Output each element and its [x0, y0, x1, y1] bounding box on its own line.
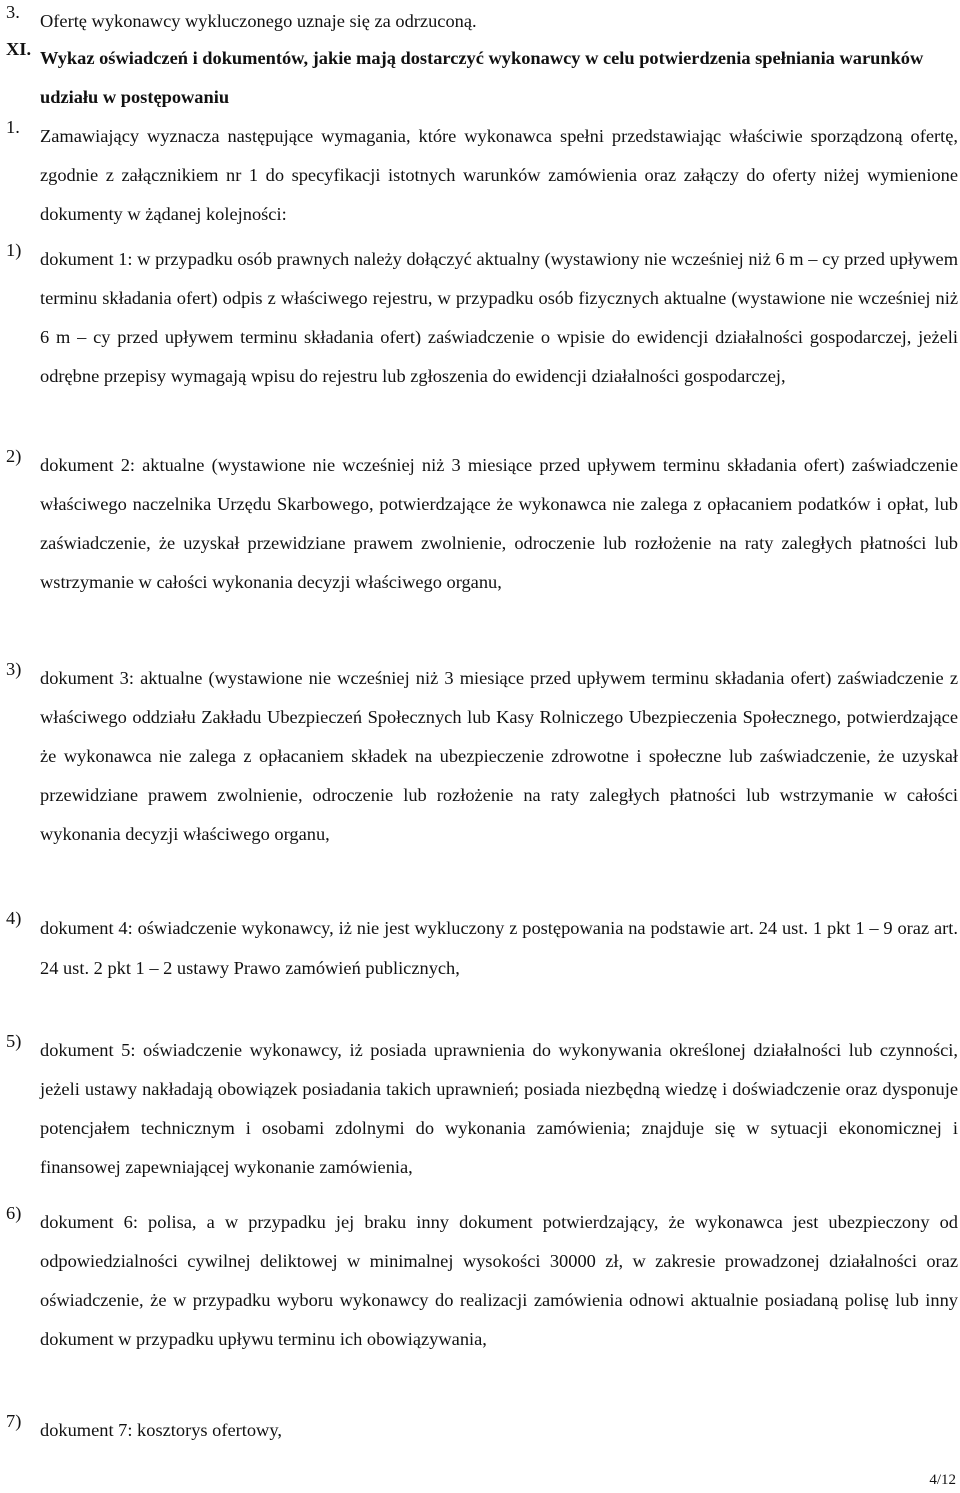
item-number: 7) — [6, 1411, 22, 1431]
item-number: 4) — [6, 908, 22, 928]
item-number: 3) — [6, 659, 22, 679]
document-item-7 — [6, 1411, 958, 1450]
item-text: dokument 2: aktualne (wystawione nie wcześniej niż 3 miesiące przed upływem terminu składania ofert) zaświadczenie właściwego naczelnika Urzędu Skarbowego, potwierdzające że wykonawca nie zalega z opłacaniem podatków i opłat, lub zaświadczenie, że uzyskał przewidziane prawem zwolnienie, odroczenie lub rozłożenie na raty zaległych płatności lub wstrzymanie w całości wykonania decyzji właściwego organu, — [40, 455, 958, 592]
item-text: dokument 4: oświadczenie wykonawcy, iż nie jest wykluczony z postępowania na podstawie art. 24 ust. 1 pkt 1 – 9 oraz art. 24 ust. 2 pkt 1 – 2 ustawy Prawo zamówień publicznych, — [40, 918, 958, 978]
document-item-6 — [6, 1203, 958, 1359]
item-text: dokument 3: aktualne (wystawione nie wcześniej niż 3 miesiące przed upływem terminu składania ofert) zaświadczenie z właściwego oddziału Zakładu Ubezpieczeń Społecznych lub Kasy Rolniczego Ubezpieczenia Społecznego, potwierdzające że wykonawca nie zalega z opłacaniem składek na ubezpieczenie zdrowotne i społeczne lub zaświadczenie, że uzyskał przewidziane prawem zwolnienie, odroczenie lub rozłożenie na raty zaległych płatności lub wstrzymanie w całości wykonania decyzji właściwego organu, — [40, 668, 958, 844]
section-title: Wykaz oświadczeń i dokumentów, jakie mają dostarczyć wykonawcy w celu potwierdzenia spełniania warunków udziału w postępowaniu — [40, 48, 924, 107]
list-item-3 — [6, 2, 958, 41]
item-number: 2) — [6, 446, 22, 466]
item-number: 6) — [6, 1203, 22, 1223]
intro-paragraph — [6, 117, 958, 234]
item-number: 1) — [6, 240, 22, 260]
item-number: 3. — [6, 2, 20, 22]
section-number: XI. — [6, 39, 32, 59]
document-item-4 — [6, 908, 958, 988]
item-text: dokument 5: oświadczenie wykonawcy, iż posiada uprawnienia do wykonywania określonej działalności lub czynności, jeżeli ustawy nakładają obowiązek posiadania takich uprawnień; posiada niezbędną wiedzę i doświadczenie oraz dysponuje potencjałem technicznym i osobami zdolnymi do wykonania zamówienia; znajduje się w sytuacji ekonomicznej i finansowej zapewniającej wykonanie zamówienia, — [40, 1040, 958, 1177]
document-item-2 — [6, 446, 958, 602]
item-text: dokument 1: w przypadku osób prawnych należy dołączyć aktualny (wystawiony nie wcześniej niż 6 m – cy przed upływem terminu składania ofert) odpis z właściwego rejestru, w przypadku osób fizycznych aktualne (wystawione nie wcześniej niż 6 m – cy przed upływem terminu składania ofert) zaświadczenie o wpisie do ewidencji działalności gospodarczej, jeżeli odrębne przepisy wymagają wpisu do rejestru lub zgłoszenia do ewidencji działalności gospodarczej, — [40, 249, 958, 386]
intro-text: Zamawiający wyznacza następujące wymagania, które wykonawca spełni przedstawiając właściwie sporządzoną ofertę, zgodnie z załącznikiem nr 1 do specyfikacji istotnych warunków zamówienia oraz załączy do oferty niżej wymienione dokumenty w żądanej kolejności: — [40, 126, 958, 224]
intro-number: 1. — [6, 117, 20, 137]
document-item-3 — [6, 659, 958, 854]
document-item-1 — [6, 240, 958, 396]
section-heading — [6, 39, 958, 117]
item-text: Ofertę wykonawcy wykluczonego uznaje się za odrzuconą. — [40, 11, 477, 31]
page-number: 4/12 — [929, 1472, 956, 1488]
item-number: 5) — [6, 1031, 22, 1051]
item-text: dokument 7: kosztorys ofertowy, — [40, 1420, 282, 1440]
item-text: dokument 6: polisa, a w przypadku jej braku inny dokument potwierdzający, że wykonawca jest ubezpieczony od odpowiedzialności cywilnej deliktowej w minimalnej wysokości 30000 zł, w zakresie prowadzonej działalności oraz oświadczenie, że w przypadku wyboru wykonawcy do realizacji zamówienia odnowi aktualnie posiadaną polisę lub inny dokument w przypadku upływu terminu ich obowiązywania, — [40, 1212, 958, 1349]
document-item-5 — [6, 1031, 958, 1187]
